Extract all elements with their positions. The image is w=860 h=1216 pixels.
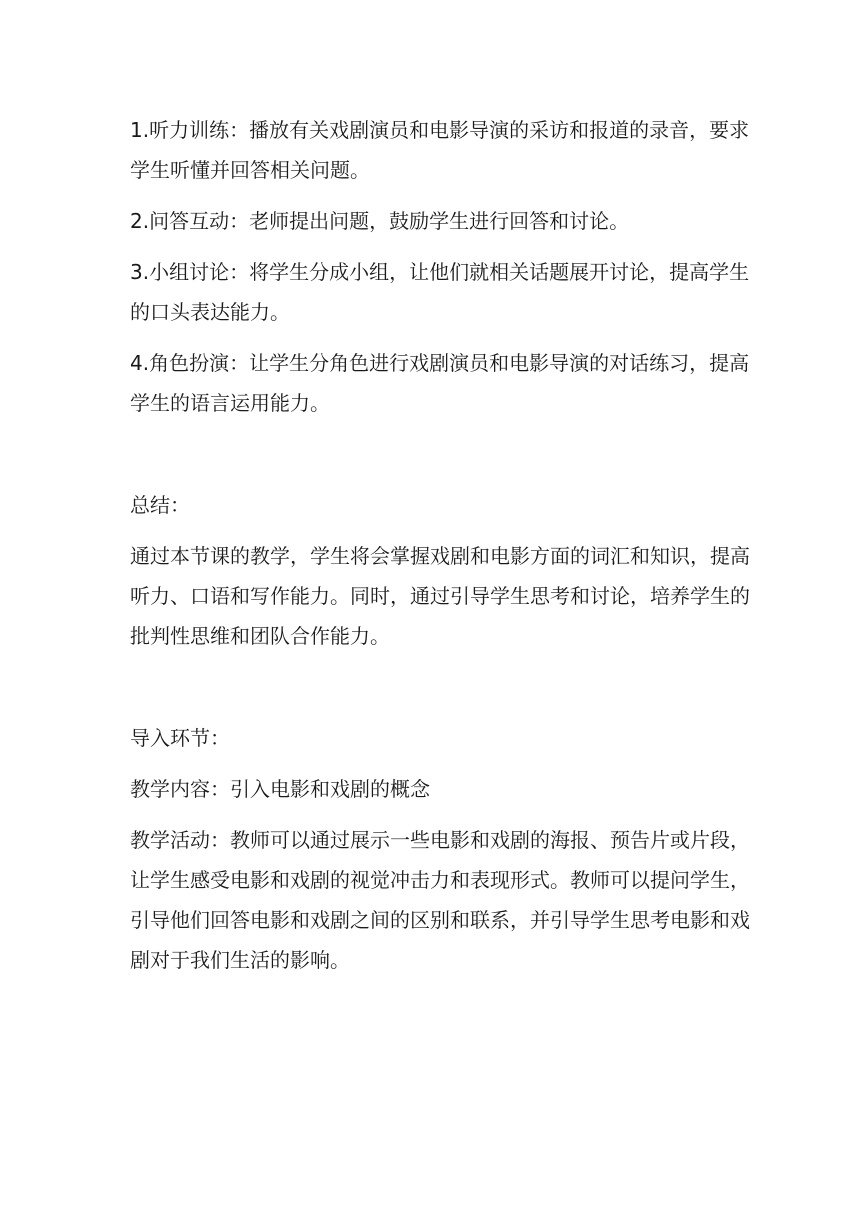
- intro-content: 教学内容：引入电影和戏剧的概念: [130, 777, 430, 801]
- section-spacer: [130, 434, 750, 485]
- intro-activity: 教学活动：教师可以通过展示一些电影和戏剧的海报、预告片或片段，让学生感受电影和戏剧的视觉冲击力和表现形式。教师可以提问学生，引导他们回答电影和戏剧之间的区别和联系，并引导学生思考电影和戏剧对于我们生活的影响。: [130, 828, 750, 972]
- summary-text: 通过本节课的教学，学生将会掌握戏剧和电影方面的词汇和知识，提高听力、口语和写作能力。同时，通过引导学生思考和讨论，培养学生的批判性思维和团队合作能力。: [130, 544, 750, 648]
- activity-role-play: 4.角色扮演：让学生分角色进行戏剧演员和电影导演的对话练习，提高学生的语言运用能力。: [130, 351, 750, 415]
- document-body: [130, 110, 750, 991]
- summary-heading: 总结：: [130, 493, 190, 517]
- activity-qa: 2.问答互动：老师提出问题，鼓励学生进行回答和讨论。: [130, 209, 630, 233]
- section-spacer: [130, 667, 750, 718]
- intro-heading: 导入环节：: [130, 726, 230, 750]
- activity-listening: 1.听力训练：播放有关戏剧演员和电影导演的采访和报道的录音，要求学生听懂并回答相关问题。: [130, 118, 750, 182]
- activity-group-discussion: 3.小组讨论：将学生分成小组，让他们就相关话题展开讨论，提高学生的口头表达能力。: [130, 260, 750, 324]
